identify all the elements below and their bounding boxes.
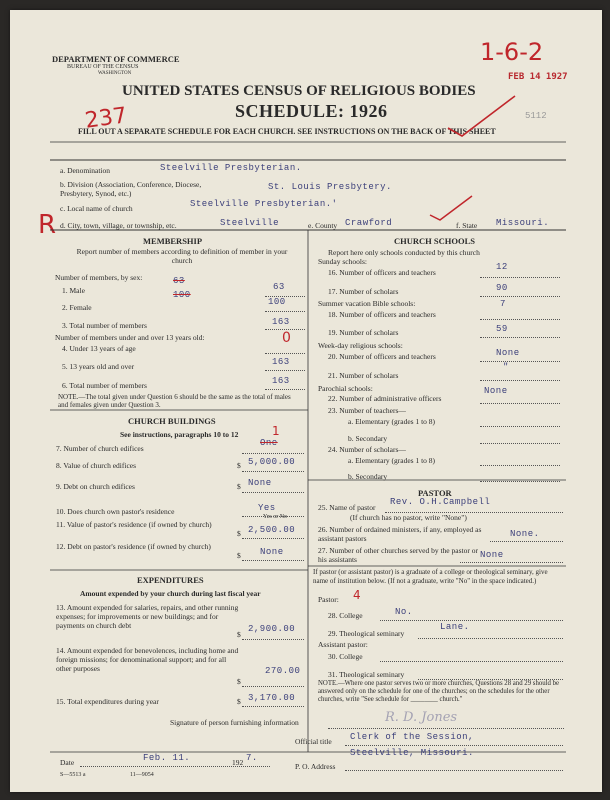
q21-value: " xyxy=(503,362,509,372)
received-stamp: FEB 14 1927 xyxy=(508,72,568,82)
q14-value: 270.00 xyxy=(265,666,301,676)
official-title-label: Official title xyxy=(295,737,332,746)
denomination-label: a. Denomination xyxy=(60,166,110,175)
q22-value: None xyxy=(484,386,508,396)
expenditures-subtitle: Amount expended by your church during last fiscal year xyxy=(80,589,261,598)
form-title: UNITED STATES CENSUS OF RELIGIOUS BODIES xyxy=(122,83,476,99)
q1-male-value: 63 xyxy=(273,282,285,292)
q25-label: 25. Name of pastor xyxy=(318,503,376,512)
date-year-prefix: 192 xyxy=(232,758,244,767)
division-value: St. Louis Presbytery. xyxy=(268,182,392,192)
q23b-label: b. Secondary xyxy=(348,434,388,443)
q28-label: 28. College xyxy=(328,611,363,620)
handwritten-number: 237 xyxy=(83,103,129,134)
address-label: P. O. Address xyxy=(295,762,336,771)
membership-title: MEMBERSHIP xyxy=(143,236,203,246)
q1-struck-value: 63 xyxy=(173,276,185,286)
q5-over13-label: 5. 13 years old and over xyxy=(62,362,135,371)
expenditures-title: EXPENDITURES xyxy=(137,575,204,585)
q29-label: 29. Theological seminary xyxy=(328,629,405,638)
census-schedule-form: DEPARTMENT OF COMMERCE BUREAU OF THE CENSUS WASHINGTON UNITED STATES CENSUS OF RELIGIOUS BODIES SCHEDULE: 1926 FILL OUT A SEPARATE SCHEDULE FOR EACH CHURCH. SEE INSTRUCTIONS ON THE BACK OF THIS SHEET 1-6-2 FEB 14 1927 5112 237 R a. Denomination Steelville Presbyterian. b. Division (Association, Conference, Diocese, Presbytery, Synod, etc.) St. Louis Presbytery. c. Local name of church Steelville Presbyterian.' d. City, town, village, or township, etc. Steelville e. County Crawford f. State Missouri. MEMBERSHIP Report number of members according to definition of member in your church Number of members, by sex: 1. Male 63 63 2. Female 100 100 3. Total number of members 163 Number of members under and over 13 years old: 4. Under 13 years of age 0 5. 13 years old and over 163 6. Total number of members 163 NOTE.—The total given under Question 6 should be the same as the total of males and females given under Question 3. CHURCH BUILDINGS See instructions, paragraphs 10 to 12 1 7. Number of church edifices One 8. Value of church edifices $ 5,000.00 9. Debt on church edifices $ None 10. Does church own pastor's residence Yes Yes or No 11. Value of pastor's residence (if owned by church) $ 2,500.00 12. Debt on pastor's residence (if owned by church) $ None EXPENDITURES Amount expended by your church during last fiscal year 13. Amount expended for salaries, repairs, and other running expenses; for improvements or new buildings; and for payments on church debt $ 2,900.00 14. Amount expended for benevolences, including home and foreign missions; for denominational support; and for all other purposes $ 270.00 15. Total expenditures during year $ 3,170.00 CHURCH SCHOOLS Report here only schools conducted by this church Sunday schools: 16. Number of officers and teachers 12 17. Number of scholars 90 Summer vacation Bible schools: 18. Number of officers and teachers 7 19. Number of scholars 59 Week-day religious schools: 20. Number of officers and teachers None 21. Number of scholars " Parochial schools: 22. Number of administrative officers None 23. Number of teachers— a. Elementary (grades 1 to 8) b. Secondary 24. Number of scholars— a. Elementary (grades 1 to 8) b. Secondary PASTOR 25. Name of pastor Rev. O.H.Campbell (If church has no pastor, write "None") 26. Number of ordained ministers, if any, employed as assistant pastors None. 27. Number of other churches served by the pastor or his assistants None If pastor (or assistant pastor) is a graduate of a college or theological seminary, give name of institution below. (If not a graduate, write "No" in the space indicated.) Pastor: 4 28. College No. 29. Theological seminary Lane. Assistant pastor: 30. College 31. Theological seminary NOTE.—Where one pastor serves two or more churches, Questions 28 and 29 should be answered only on the schedule for one of the churches; on the schedules for the other churches, write "See schedule for ________ church." Signature of person furnishing information R. D. Jones Official title Clerk of the Session, Date Feb. 11. 192 7. Steelville, Missouri. P. O. Address S—5513 a 11—9054 xyxy=(10,10,602,792)
q12-label: 12. Debt on pastor's residence (if owned by church) xyxy=(56,542,211,551)
q7-label: 7. Number of church edifices xyxy=(56,444,144,453)
official-title-value: Clerk of the Session, xyxy=(350,732,474,742)
q2-struck-value: 100 xyxy=(173,290,191,300)
handwritten-code: 1-6-2 xyxy=(480,38,544,66)
q13-label: 13. Amount expended for salaries, repairs, and other running expenses; for improvements or new buildings; and for payments on church debt xyxy=(56,603,239,630)
pastor-note: NOTE.—Where one pastor serves two or more churches, Questions 28 and 29 should be answered only on the schedule for one of the churches; on the schedules for the other churches, write "See schedule for ________ church." xyxy=(318,680,560,703)
q26-value: None. xyxy=(510,529,540,539)
county-label: e. County xyxy=(308,221,338,230)
date-year-suffix: 7. xyxy=(246,753,258,763)
q28-value: No. xyxy=(395,607,413,617)
q30-label: 30. College xyxy=(328,652,363,661)
q2-female-label: 2. Female xyxy=(62,303,92,312)
city-town-value: Steelville xyxy=(220,218,280,228)
assistant-pastor-label: Assistant pastor: xyxy=(318,640,368,649)
q9-value: None xyxy=(248,478,272,488)
summer-schools-label: Summer vacation Bible schools: xyxy=(318,299,416,308)
schools-subtitle: Report here only schools conducted by this church xyxy=(328,248,480,257)
q23-label: 23. Number of teachers— xyxy=(328,406,406,415)
q10-label: 10. Does church own pastor's residence xyxy=(56,507,175,516)
q4-under13-label: 4. Under 13 years of age xyxy=(62,344,136,353)
handwritten-r: R xyxy=(38,210,57,240)
q19-label: 19. Number of scholars xyxy=(328,328,399,337)
q13-value: 2,900.00 xyxy=(248,624,296,634)
q22-label: 22. Number of administrative officers xyxy=(328,394,442,403)
q31-label: 31. Theological seminary xyxy=(328,670,405,679)
q29-value: Lane. xyxy=(440,622,470,632)
q19-value: 59 xyxy=(496,324,508,334)
q16-label: 16. Number of officers and teachers xyxy=(328,268,436,277)
parochial-schools-label: Parochial schools: xyxy=(318,384,373,393)
q12-value: None xyxy=(260,547,284,557)
state-value: Missouri. xyxy=(496,218,550,228)
membership-note: NOTE.—The total given under Question 6 should be the same as the total of males and females given under Question 3. xyxy=(58,393,291,409)
members-by-sex-label: Number of members, by sex: xyxy=(55,273,143,282)
denomination-value: Steelville Presbyterian. xyxy=(160,163,302,173)
q10-value: Yes xyxy=(258,503,276,513)
membership-subtitle: Report number of members according to definition of member in your church xyxy=(76,247,288,265)
q6-total-label: 6. Total number of members xyxy=(62,381,147,390)
q6-total-value: 163 xyxy=(272,376,290,386)
q27-label: 27. Number of other churches served by the pastor or his assistants xyxy=(318,546,478,564)
bureau-label: BUREAU OF THE CENSUS xyxy=(67,64,139,70)
sunday-schools-label: Sunday schools: xyxy=(318,257,367,266)
pastor-label: Pastor: xyxy=(318,595,339,604)
q15-label: 15. Total expenditures during year xyxy=(56,697,159,706)
q3-total-value: 163 xyxy=(272,317,290,327)
q17-value: 90 xyxy=(496,283,508,293)
form-number: S—5513 a xyxy=(60,772,86,778)
state-label: f. State xyxy=(456,221,478,230)
weekday-schools-label: Week-day religious schools: xyxy=(318,341,403,350)
q18-label: 18. Number of officers and teachers xyxy=(328,310,436,319)
q25-hint: (If church has no pastor, write "None") xyxy=(350,513,467,522)
q8-label: 8. Value of church edifices xyxy=(56,461,137,470)
q26-label: 26. Number of ordained ministers, if any, employed as assistant pastors xyxy=(318,525,482,543)
q24b-label: b. Secondary xyxy=(348,472,388,481)
q11-label: 11. Value of pastor's residence (if owned by church) xyxy=(56,520,212,529)
q27-value: None xyxy=(480,550,504,560)
q17-label: 17. Number of scholars xyxy=(328,287,399,296)
q24-label: 24. Number of scholars— xyxy=(328,445,406,454)
signature-label: Signature of person furnishing information xyxy=(170,718,299,727)
q24a-label: a. Elementary (grades 1 to 8) xyxy=(348,456,436,465)
date-value: Feb. 11. xyxy=(143,753,191,763)
buildings-subtitle: See instructions, paragraphs 10 to 12 xyxy=(120,430,239,439)
local-name-value: Steelville Presbyterian.' xyxy=(190,199,338,209)
q16-value: 12 xyxy=(496,262,508,272)
q23a-label: a. Elementary (grades 1 to 8) xyxy=(348,417,436,426)
city-town-label: d. City, town, village, or township, etc. xyxy=(60,221,177,230)
q14-label: 14. Amount expended for benevolences, including home and foreign missions; for denominational support; and for all other purposes xyxy=(56,646,239,673)
date-label: Date xyxy=(60,758,75,767)
q10-hint: Yes or No xyxy=(263,514,288,520)
county-value: Crawford xyxy=(345,218,393,228)
city-label: WASHINGTON xyxy=(98,71,132,76)
q18-value: 7 xyxy=(500,299,506,309)
address-value: Steelville, Missouri. xyxy=(350,748,474,758)
pastor-title: PASTOR xyxy=(418,488,452,498)
q1-male-label: 1. Male xyxy=(62,286,85,295)
department-label: DEPARTMENT OF COMMERCE xyxy=(52,54,180,64)
age-breakdown-label: Number of members under and over 13 years old: xyxy=(55,333,205,342)
pastor-instructions: If pastor (or assistant pastor) is a graduate of a college or theological seminary, give name of institution below. (If not a graduate, write "No" in the space indicated.) xyxy=(313,568,548,585)
q20-value: None xyxy=(496,348,520,358)
q8-value: 5,000.00 xyxy=(248,457,296,467)
q25-value: Rev. O.H.Campbell xyxy=(390,497,491,507)
q9-label: 9. Debt on church edifices xyxy=(56,482,135,491)
division-label: b. Division (Association, Conference, Diocese, Presbytery, Synod, etc.) xyxy=(60,180,202,198)
q2-female-value: 100 xyxy=(268,297,286,307)
serial-number: 5112 xyxy=(525,111,547,121)
signature-value: R. D. Jones xyxy=(385,710,458,725)
q3-total-label: 3. Total number of members xyxy=(62,321,147,330)
q5-over13-value: 163 xyxy=(272,357,290,367)
q15-value: 3,170.00 xyxy=(248,693,296,703)
q21-label: 21. Number of scholars xyxy=(328,371,399,380)
q4-under13-value: 0 xyxy=(282,330,291,346)
pastor-hand-mark: 4 xyxy=(353,588,361,602)
schools-title: CHURCH SCHOOLS xyxy=(394,236,475,246)
print-number: 11—9054 xyxy=(130,772,154,778)
instruction-line: FILL OUT A SEPARATE SCHEDULE FOR EACH CHURCH. SEE INSTRUCTIONS ON THE BACK OF THIS SHEET xyxy=(78,127,496,136)
local-name-label: c. Local name of church xyxy=(60,204,133,213)
q11-value: 2,500.00 xyxy=(248,525,296,535)
buildings-title: CHURCH BUILDINGS xyxy=(128,416,216,426)
q7-hand-value: 1 xyxy=(272,424,280,438)
q20-label: 20. Number of officers and teachers xyxy=(328,352,436,361)
q7-value: One xyxy=(260,438,278,448)
schedule-title: SCHEDULE: 1926 xyxy=(235,101,388,121)
